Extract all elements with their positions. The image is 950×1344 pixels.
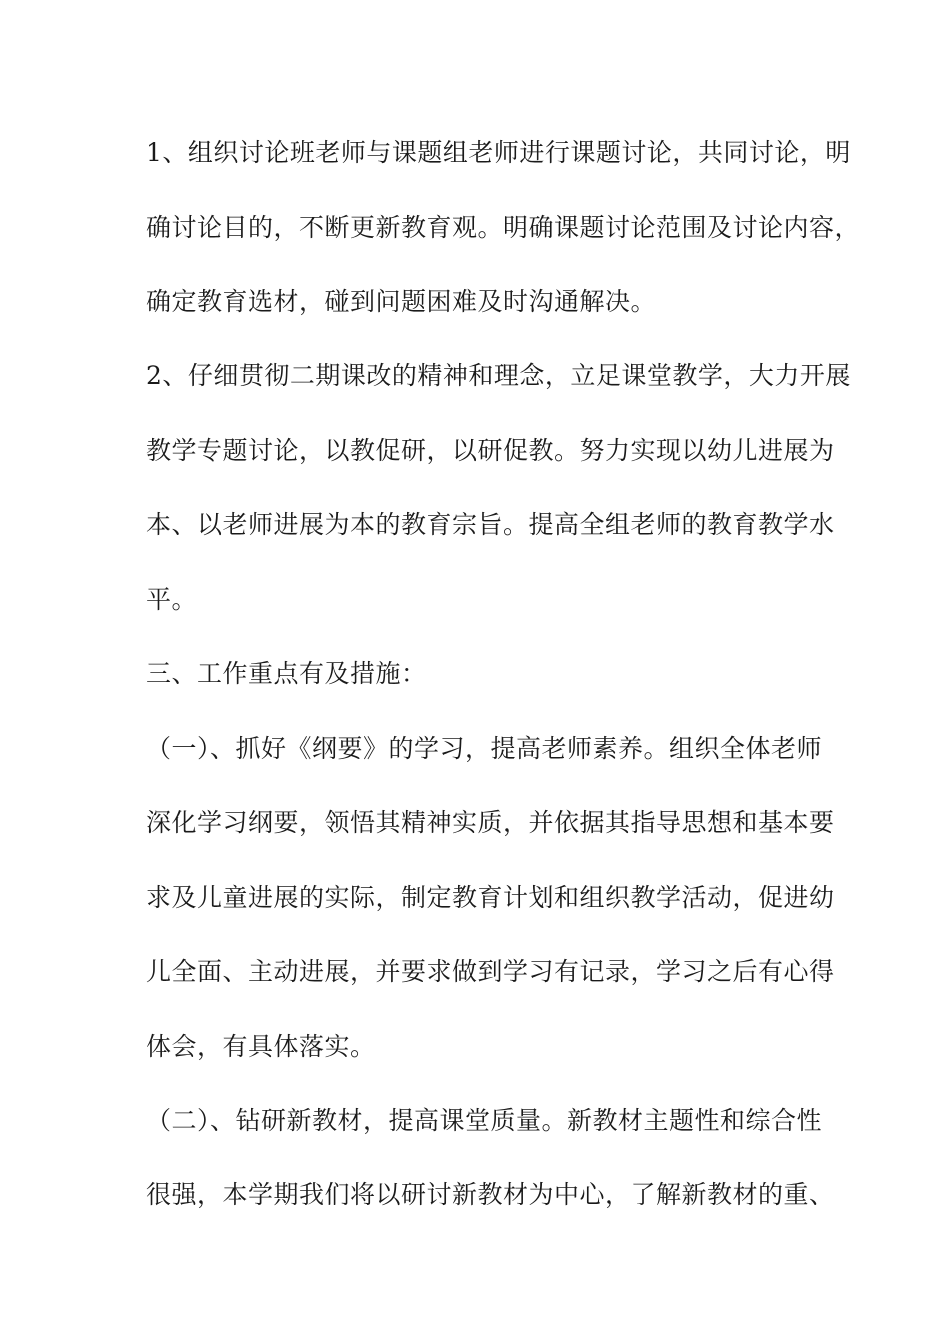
text-line: 平。: [146, 585, 198, 614]
text-line: （一）、抓好《纲要》的学习，提高老师素养。组织全体老师: [146, 734, 823, 763]
section-heading: 三、工作重点有及措施：: [146, 659, 427, 688]
text-line: （二）、钻研新教材，提高课堂质量。新教材主题性和综合性: [146, 1106, 823, 1135]
text-line: 确讨论目的，不断更新教育观。明确课题讨论范围及讨论内容，: [146, 213, 861, 242]
text-line: 2、仔细贯彻二期课改的精神和理念，立足课堂教学，大力开展: [146, 361, 851, 390]
text-line: 教学专题讨论，以教促研，以研促教。努力实现以幼儿进展为: [146, 436, 835, 465]
text-line: 深化学习纲要，领悟其精神实质，并依据其指导思想和基本要: [146, 808, 835, 837]
text-line: 求及儿童进展的实际，制定教育计划和组织教学活动，促进幼: [146, 883, 835, 912]
text-line: 体会，有具体落实。: [146, 1032, 376, 1061]
text-line: 确定教育选材，碰到问题困难及时沟通解决。: [146, 287, 657, 316]
text-line: 很强，本学期我们将以研讨新教材为中心，了解新教材的重、: [146, 1180, 835, 1209]
text-line: 1、组织讨论班老师与课题组老师进行课题讨论，共同讨论，明: [146, 138, 851, 167]
text-line: 儿全面、主动进展，并要求做到学习有记录，学习之后有心得: [146, 957, 835, 986]
text-line: 本、以老师进展为本的教育宗旨。提高全组老师的教育教学水: [146, 510, 835, 539]
